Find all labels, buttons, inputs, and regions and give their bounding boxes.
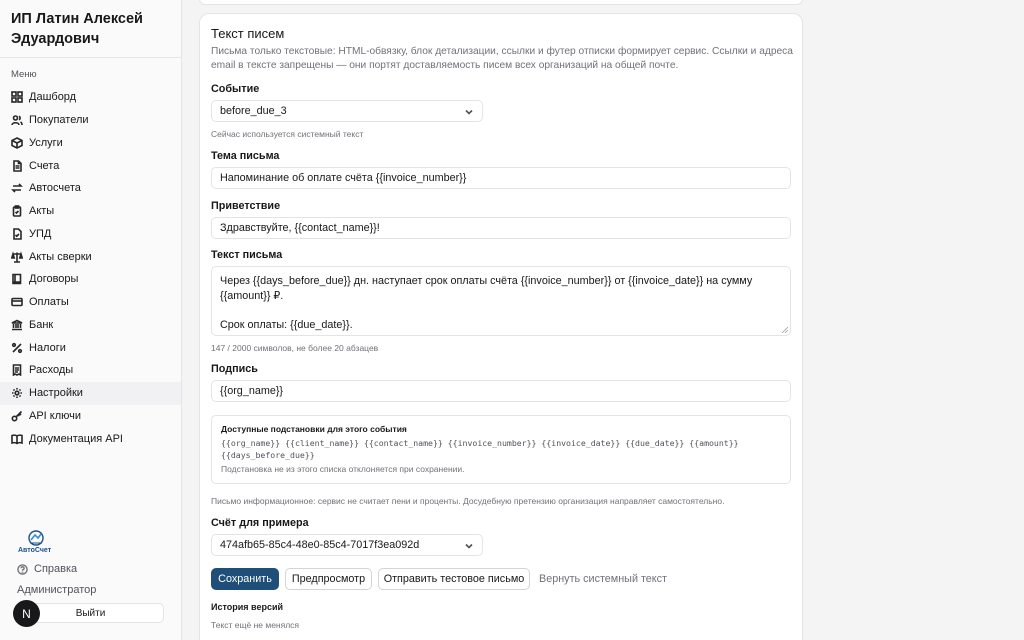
sample-invoice-value: 474afb65-85c4-48e0-85c4-7017f3ea092d	[220, 539, 420, 551]
logo-icon	[26, 530, 46, 546]
body-textarea[interactable]	[211, 266, 791, 336]
file-check-icon	[11, 228, 23, 240]
sidebar-item-label: Дашборд	[29, 91, 77, 104]
repeat-icon	[11, 182, 23, 194]
org-name: ИП Латин Алексей Эдуардович	[11, 11, 143, 47]
sidebar-item-label: Настройки	[29, 387, 83, 400]
section-title: Текст писем	[211, 26, 285, 41]
sidebar-item-box[interactable]	[0, 132, 181, 155]
resize-handle-icon[interactable]	[782, 327, 788, 333]
logo-text: АвтоСчет	[18, 547, 52, 554]
help-icon	[17, 564, 28, 575]
box-icon	[11, 137, 23, 149]
sidebar-item-label: Акты	[29, 205, 55, 218]
sidebar-item-book-open[interactable]	[0, 427, 181, 450]
bank-icon	[11, 319, 23, 331]
receipt-icon	[11, 364, 23, 376]
event-select-value: before_due_3	[220, 105, 287, 117]
subject-label: Тема письма	[211, 150, 280, 162]
sidebar-item-key[interactable]	[0, 405, 181, 428]
sidebar-item-label: Покупатели	[29, 114, 89, 127]
menu-caption: Меню	[11, 69, 37, 80]
sidebar-item-card[interactable]	[0, 291, 181, 314]
save-button[interactable]: Сохранить	[211, 568, 279, 590]
divider	[0, 57, 181, 58]
user-role: Администратор	[17, 584, 97, 596]
sidebar-item-label: Оплаты	[29, 296, 69, 309]
sample-label: Счёт для примера	[211, 517, 309, 529]
sidebar-item-dashboard[interactable]	[0, 86, 181, 109]
book-icon	[11, 273, 23, 285]
sidebar-nav	[0, 86, 181, 450]
chevron-down-icon	[465, 108, 473, 116]
chevron-down-icon	[465, 542, 473, 550]
preview-button[interactable]: Предпросмотр	[285, 568, 372, 590]
sidebar	[0, 0, 182, 640]
greeting-label: Приветствие	[211, 200, 281, 212]
help-link[interactable]	[17, 563, 77, 575]
clipboard-icon	[11, 205, 23, 217]
sidebar-item-percent[interactable]	[0, 336, 181, 359]
previous-card-edge	[199, 0, 803, 5]
sidebar-item-label: Расходы	[29, 364, 74, 377]
variables-title: Доступные подстановки для этого события	[221, 424, 407, 434]
sidebar-item-clipboard[interactable]	[0, 200, 181, 223]
body-counter: 147 / 2000 символов, не более 20 абзацев	[211, 343, 379, 353]
sidebar-item-gear[interactable]	[0, 382, 181, 405]
sidebar-item-file-check[interactable]	[0, 223, 181, 246]
card-icon	[11, 296, 23, 308]
body-textarea-value: Через {{days_before_due}} дн. наступает срок оплаты счёта {{invoice_number}} от {{invoice_date}} на сумму {{amount}} ₽. Срок оплаты: {{due_date}}.	[220, 275, 753, 331]
variables-list: {{org_name}} {{client_name}} {{contact_name}} {{invoice_number}} {{invoice_date}} {{due_date}} {{amount}} {{days_before_due}}	[221, 438, 739, 460]
sidebar-item-label: API ключи	[29, 409, 82, 422]
sidebar-item-file[interactable]	[0, 154, 181, 177]
logout-button[interactable]: Выйти	[17, 603, 164, 623]
sidebar-item-label: Акты сверки	[29, 250, 92, 263]
history-empty: Текст ещё не менялся	[211, 620, 300, 630]
variables-note: Подстановка не из этого списка отклоняется при сохранении.	[221, 464, 465, 474]
event-label: Событие	[211, 83, 260, 95]
dashboard-icon	[11, 91, 23, 103]
signature-label: Подпись	[211, 363, 258, 375]
sidebar-item-label: Услуги	[29, 136, 63, 149]
sidebar-item-repeat[interactable]	[0, 177, 181, 200]
key-icon	[11, 410, 23, 422]
sidebar-item-label: Договоры	[29, 273, 79, 286]
body-label: Текст письма	[211, 249, 283, 261]
sidebar-item-label: Документация API	[29, 432, 123, 445]
greeting-input[interactable]: Здравствуйте, {{contact_name}}!	[211, 217, 791, 239]
sidebar-item-label: Автосчета	[29, 182, 81, 195]
gear-icon	[11, 387, 23, 399]
section-description: Письма только текстовые: HTML-обвязку, блок детализации, ссылки и футер отписки формирует сервис. Ссылки и адреса email в тексте запрещены — они портят доставляемость писем всех организаций на общей почте.	[211, 46, 793, 71]
logo	[18, 530, 58, 554]
variables-box	[211, 415, 791, 484]
event-hint: Сейчас используется системный текст	[211, 129, 364, 139]
sidebar-item-label: Счета	[29, 159, 60, 172]
users-icon	[11, 114, 23, 126]
sample-invoice-select[interactable]	[211, 534, 483, 556]
sidebar-item-label: Налоги	[29, 341, 66, 354]
file-icon	[11, 160, 23, 172]
scale-icon	[11, 251, 23, 263]
info-note: Письмо информационное: сервис не считает пени и проценты. Досудебную претензию организация направляет самостоятельно.	[211, 496, 725, 506]
send-test-button[interactable]: Отправить тестовое письмо	[378, 568, 530, 590]
sidebar-item-scale[interactable]	[0, 245, 181, 268]
reset-system-text-button[interactable]: Вернуть системный текст	[539, 573, 667, 585]
sidebar-item-users[interactable]	[0, 109, 181, 132]
sidebar-item-book[interactable]	[0, 268, 181, 291]
book-open-icon	[11, 433, 23, 445]
subject-input[interactable]: Напоминание об оплате счёта {{invoice_number}}	[211, 167, 791, 189]
history-title: История версий	[211, 602, 284, 612]
event-select[interactable]	[211, 100, 483, 122]
avatar[interactable]: N	[13, 600, 40, 627]
email-texts-card	[199, 13, 803, 640]
sidebar-item-label: УПД	[29, 227, 52, 240]
percent-icon	[11, 342, 23, 354]
sidebar-item-label: Банк	[29, 318, 54, 331]
help-label: Справка	[34, 563, 78, 575]
sidebar-item-bank[interactable]	[0, 314, 181, 337]
sidebar-item-receipt[interactable]	[0, 359, 181, 382]
signature-input[interactable]: {{org_name}}	[211, 380, 791, 402]
